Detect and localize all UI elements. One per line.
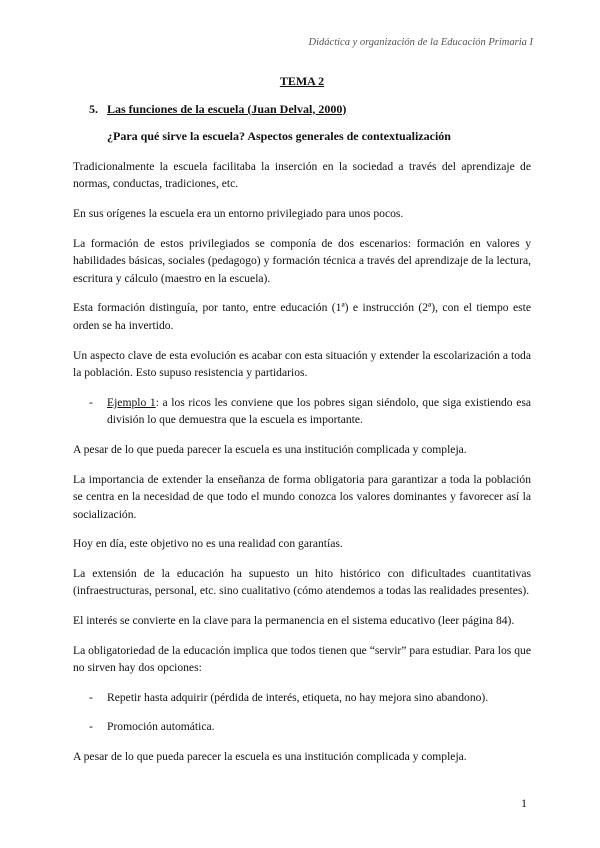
bullet-dash: - [89,720,93,734]
paragraph: Un aspecto clave de esta evolución es acabar con esta situación y extender la escolarización a toda la población. Esto supuso resistencia y partidarios. [73,348,531,380]
bullet-item [89,718,531,736]
example-label: Ejemplo 1 [107,395,156,409]
paragraph: Esta formación distinguía, por tanto, entre educación (1ª) e instrucción (2ª), con el tiempo este orden se ha invertido. [73,301,531,332]
bullet-text: Repetir hasta adquirir (pérdida de interés, etiqueta, no hay mejora sino abandono). [107,690,489,704]
section-number: 5. [89,101,98,116]
paragraph: A pesar de lo que pueda parecer la escuela es una institución complicada y compleja. [73,750,467,764]
bullet-item [89,689,531,707]
bullet-dash: - [89,690,93,704]
bullet-dash: - [89,395,93,409]
chapter-title: TEMA 2 [279,74,325,88]
bullet-text: Promoción automática. [107,720,215,734]
section-title: Las funciones de la escuela (Juan Delval, 2000) [107,101,347,116]
paragraph: A pesar de lo que pueda parecer la escuela es una institución complicada y compleja. [73,442,467,456]
bullet-item [89,394,531,429]
paragraph: Hoy en día, este objetivo no es una realidad con garantías. [73,537,343,551]
paragraph: La importancia de extender la enseñanza de forma obligatoria para garantizar a toda la población se centra en la necesidad de que todo el mundo conozca los valores dominantes y favorecer así la socialización. [73,472,531,521]
paragraph: La formación de estos privilegiados se componía de dos escenarios: formación en valores y habilidades básicas, sociales (pedagogo) y formación técnica a través del aprendizaje de la lectura, escritura y cálculo (maestro en la escuela). [73,236,531,285]
section-heading [89,101,531,119]
paragraph: La obligatoriedad de la educación implica que todos tienen que “servir” para estudiar. Para los que no sirven hay dos opciones: [73,643,531,675]
paragraph: En sus orígenes la escuela era un entorno privilegiado para unos pocos. [73,206,404,220]
paragraph: Tradicionalmente la escuela facilitaba la inserción en la sociedad a través del aprendizaje de normas, conductas, tradiciones, etc. [73,159,531,191]
document-body [73,73,531,778]
bullet-text [107,394,531,429]
paragraph: El interés se convierte en la clave para la permanencia en el sistema educativo (leer página 84). [73,614,515,628]
example-text: : a los ricos les conviene que los pobres sigan siéndolo, que siga existiendo esa división lo que demuestra que la escuela es importante. [107,395,531,427]
running-header: Didáctica y organización de la Educación Primaria I [308,37,533,48]
page-number: 1 [521,796,527,810]
paragraph: La extensión de la educación ha supuesto un hito histórico con dificultades cuantitativas (infraestructuras, personal, etc. sino cualitativo (cómo atendemos a todas las realidades presentes). [73,566,531,598]
subsection-title: ¿Para qué sirve la escuela? Aspectos generales de contextualización [107,129,451,144]
